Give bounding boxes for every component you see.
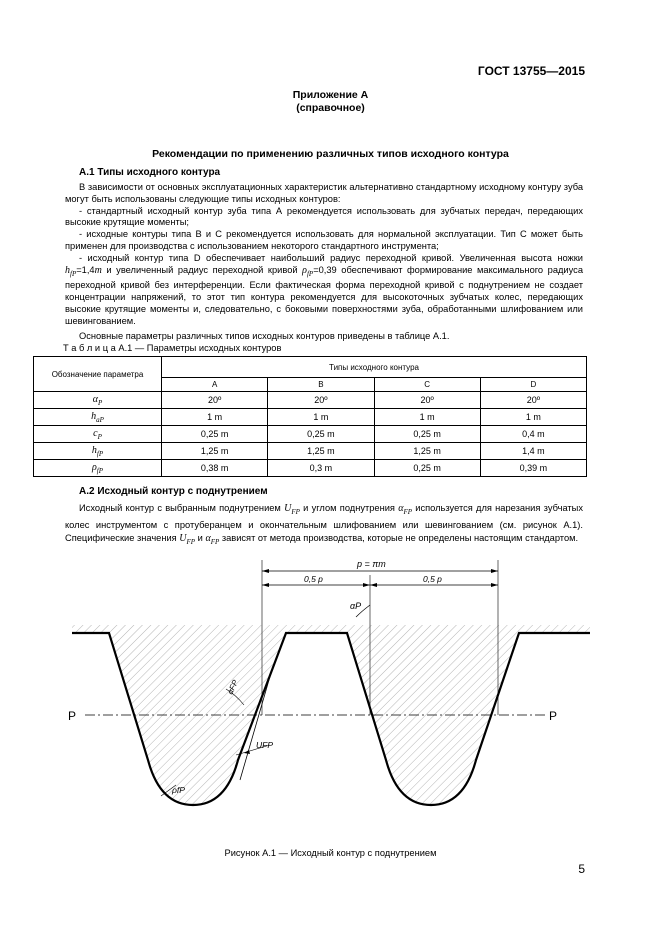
table-cell: 1,25 m: [268, 443, 374, 460]
table-cell: 1 m: [480, 409, 586, 426]
table-cell: 20º: [162, 392, 268, 409]
paragraph: - исходные контуры типа В и С рекомендуется использовать для нормальной эксплуатации. Тип С может быть применен для производства с использованием некоторого стандартного инструмента;: [65, 229, 583, 251]
table-cell: 1 m: [268, 409, 374, 426]
table-cell: 0,25 m: [374, 460, 480, 477]
paragraph-type-d: - исходный контур типа D обеспечивает наибольший радиус переходной кривой. Увеличенная высота ножки $h_{fP}=1,4m$ и увеличенный радиус переходной кривой $\rho_{fP}=0,39$ обеспечивают формирование максимального радиуса переходной кривой без интерференции. Если фактическая форма переходной кривой с поднутрением не создает концентрации напряжений, то этот тип контура рекомендуется для высокоточных зубчатых колес, передающих высокие крутящие моменты и, следовательно, с боковыми поверхностями зуба, обработанными шлифованием или шевингованием.: [65, 252, 583, 326]
main-heading: Рекомендации по применению различных типов исходного контура: [152, 148, 509, 160]
table-cell: 1 m: [162, 409, 268, 426]
table-row: [34, 460, 587, 477]
table-cell: 0,25 m: [162, 426, 268, 443]
type-header: D: [480, 378, 586, 392]
table-row: [34, 443, 587, 460]
param-symbol: $\rho_{fP}$: [34, 460, 162, 477]
param-symbol: $h_{fP}$: [34, 443, 162, 460]
type-header: C: [374, 378, 480, 392]
table-row: [34, 392, 587, 409]
pitch-label-left: P: [68, 709, 77, 723]
figure-a1-undercut-profile: [0, 555, 661, 845]
type-header: B: [268, 378, 374, 392]
alpha-p-label: αP: [350, 601, 362, 611]
parameters-table: [33, 356, 587, 477]
figure-caption: Рисунок А.1 — Исходный контур с поднутрением: [224, 848, 437, 858]
pitch-value-label: p = πm: [357, 559, 386, 569]
ufp-label: UFP: [256, 740, 273, 750]
section-a1-title: А.1 Типы исходного контура: [79, 167, 221, 178]
table-cell: 0,25 m: [268, 426, 374, 443]
half-pitch-label-right: 0,5 p: [423, 574, 442, 584]
section-a2-title: А.2 Исходный контур с поднутрением: [79, 486, 268, 497]
section-a2-body: Исходный контур с выбранным поднутрением $U_{FP}$ и углом поднутрения $\alpha_{FP}$ используется для нарезания зубчатых колес инструментом с протуберанцем и окончательным шлифованием или шевингованием (см. рисунок А.1). Специфические значения $U_{FP}$ и $\alpha_{FP}$ зависят от метода производства, которые не определены настоящим стандартом.: [65, 503, 583, 546]
param-symbol: $c_P$: [34, 426, 162, 443]
table-cell: 20º: [480, 392, 586, 409]
section-a1-body: [65, 182, 583, 342]
table-row: [34, 426, 587, 443]
rho-label: ρfP: [172, 785, 185, 795]
table-cell: 1,25 m: [374, 443, 480, 460]
table-row: [34, 409, 587, 426]
table-cell: 0,38 m: [162, 460, 268, 477]
table-cell: 20º: [268, 392, 374, 409]
pitch-label-right: P: [549, 709, 558, 723]
paragraph: Основные параметры различных типов исходных контуров приведены в таблице А.1.: [79, 330, 450, 341]
alpha-fp-label: αFP: [225, 678, 241, 696]
table-caption: Т а б л и ц а А.1 — Параметры исходных контуров: [63, 343, 282, 353]
paragraph: В зависимости от основных эксплуатационных характеристик альтернативно стандартному исходному контуру зуба могут быть использованы следующие типы исходных контуров:: [65, 182, 583, 204]
paragraph: - стандартный исходный контур зуба типа А рекомендуется использовать для зубчатых передач, передающих высокие крутящие моменты;: [65, 205, 583, 228]
half-pitch-label-left: 0,5 p: [304, 574, 323, 584]
table-cell: 0,3 m: [268, 460, 374, 477]
annex-subtitle: (справочное): [296, 102, 365, 114]
param-symbol: $h_{aP}$: [34, 409, 162, 426]
table-cell: 1,25 m: [162, 443, 268, 460]
table-cell: 0,4 m: [480, 426, 586, 443]
table-cell: 0,39 m: [480, 460, 586, 477]
types-header: Типы исходного контура: [162, 357, 587, 378]
table-cell: 20º: [374, 392, 480, 409]
table-cell: 1,4 m: [480, 443, 586, 460]
page-number: 5: [578, 862, 585, 876]
param-symbol: $\alpha_P$: [34, 392, 162, 409]
type-header: A: [162, 378, 268, 392]
annex-title: Приложение А: [292, 89, 369, 101]
table-cell: 0,25 m: [374, 426, 480, 443]
table-cell: 1 m: [374, 409, 480, 426]
param-header: Обозначение параметра: [34, 357, 162, 392]
standard-number: ГОСТ 13755—2015: [477, 64, 585, 78]
